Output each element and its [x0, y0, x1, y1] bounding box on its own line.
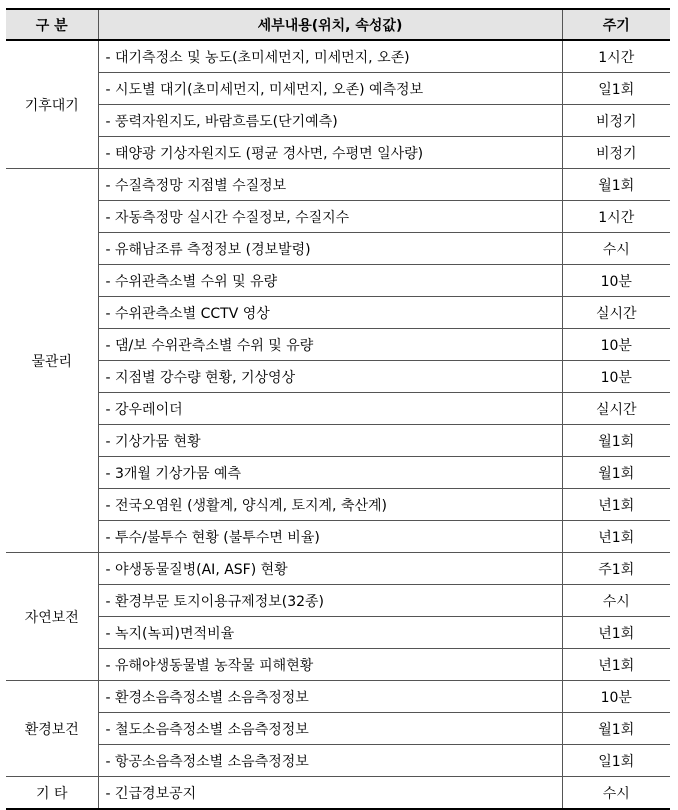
table-row: [6, 393, 670, 425]
table-row: [6, 169, 670, 201]
cycle-cell: 10분: [562, 361, 670, 393]
detail-cell: - 지점별 강수량 현황, 기상영상: [98, 361, 562, 393]
table-row: [6, 585, 670, 617]
cycle-cell: 1시간: [562, 40, 670, 73]
header-detail: 세부내용(위치, 속성값): [98, 9, 562, 40]
detail-cell: - 야생동물질병(AI, ASF) 현황: [98, 553, 562, 585]
detail-cell: - 전국오염원 (생활계, 양식계, 토지계, 축산계): [98, 489, 562, 521]
cycle-cell: 비정기: [562, 105, 670, 137]
detail-cell: - 시도별 대기(초미세먼지, 미세먼지, 오존) 예측정보: [98, 73, 562, 105]
detail-cell: - 강우레이더: [98, 393, 562, 425]
table-row: [6, 137, 670, 169]
cycle-cell: 1시간: [562, 201, 670, 233]
cycle-cell: 월1회: [562, 169, 670, 201]
detail-cell: - 자동측정망 실시간 수질정보, 수질지수: [98, 201, 562, 233]
table-row: [6, 361, 670, 393]
table-row: [6, 681, 670, 713]
table-row: [6, 105, 670, 137]
detail-cell: - 유해야생동물별 농작물 피해현황: [98, 649, 562, 681]
table-row: [6, 649, 670, 681]
detail-cell: - 수질측정망 지점별 수질정보: [98, 169, 562, 201]
detail-cell: - 환경소음측정소별 소음측정정보: [98, 681, 562, 713]
cycle-cell: 실시간: [562, 297, 670, 329]
cycle-cell: 10분: [562, 265, 670, 297]
cycle-cell: 년1회: [562, 489, 670, 521]
table-row: [6, 425, 670, 457]
table-row: [6, 201, 670, 233]
cycle-cell: 일1회: [562, 73, 670, 105]
header-category: 구 분: [6, 9, 98, 40]
data-table: [6, 8, 670, 810]
detail-cell: - 철도소음측정소별 소음측정정보: [98, 713, 562, 745]
category-cell: 기 타: [6, 777, 98, 810]
category-cell: 기후대기: [6, 40, 98, 169]
table-row: [6, 329, 670, 361]
detail-cell: - 대기측정소 및 농도(초미세먼지, 미세먼지, 오존): [98, 40, 562, 73]
table-body: [6, 40, 670, 809]
table-row: [6, 489, 670, 521]
category-cell: 자연보전: [6, 553, 98, 681]
detail-cell: - 태양광 기상자원지도 (평균 경사면, 수평면 일사량): [98, 137, 562, 169]
detail-cell: - 유해남조류 측정정보 (경보발령): [98, 233, 562, 265]
cycle-cell: 10분: [562, 681, 670, 713]
cycle-cell: 실시간: [562, 393, 670, 425]
cycle-cell: 년1회: [562, 617, 670, 649]
cycle-cell: 월1회: [562, 457, 670, 489]
data-table-container: [6, 8, 670, 810]
cycle-cell: 주1회: [562, 553, 670, 585]
table-row: [6, 40, 670, 73]
table-row: [6, 553, 670, 585]
detail-cell: - 수위관측소별 수위 및 유량: [98, 265, 562, 297]
category-cell: 환경보건: [6, 681, 98, 777]
table-row: [6, 73, 670, 105]
table-row: [6, 265, 670, 297]
cycle-cell: 수시: [562, 585, 670, 617]
detail-cell: - 녹지(녹피)면적비율: [98, 617, 562, 649]
cycle-cell: 월1회: [562, 425, 670, 457]
cycle-cell: 월1회: [562, 713, 670, 745]
detail-cell: - 풍력자원지도, 바람흐름도(단기예측): [98, 105, 562, 137]
detail-cell: - 3개월 기상가뭄 예측: [98, 457, 562, 489]
table-row: [6, 233, 670, 265]
detail-cell: - 기상가뭄 현황: [98, 425, 562, 457]
detail-cell: - 댐/보 수위관측소별 수위 및 유량: [98, 329, 562, 361]
cycle-cell: 일1회: [562, 745, 670, 777]
header-row: [6, 9, 670, 40]
detail-cell: - 수위관측소별 CCTV 영상: [98, 297, 562, 329]
detail-cell: - 환경부문 토지이용규제정보(32종): [98, 585, 562, 617]
table-row: [6, 745, 670, 777]
table-row: [6, 713, 670, 745]
detail-cell: - 항공소음측정소별 소음측정정보: [98, 745, 562, 777]
cycle-cell: 년1회: [562, 521, 670, 553]
detail-cell: - 투수/불투수 현황 (불투수면 비율): [98, 521, 562, 553]
table-row: [6, 297, 670, 329]
table-row: [6, 777, 670, 810]
cycle-cell: 비정기: [562, 137, 670, 169]
cycle-cell: 수시: [562, 233, 670, 265]
table-row: [6, 521, 670, 553]
header-cycle: 주기: [562, 9, 670, 40]
table-row: [6, 617, 670, 649]
category-cell: 물관리: [6, 169, 98, 553]
cycle-cell: 수시: [562, 777, 670, 810]
cycle-cell: 년1회: [562, 649, 670, 681]
table-row: [6, 457, 670, 489]
detail-cell: - 긴급경보공지: [98, 777, 562, 810]
cycle-cell: 10분: [562, 329, 670, 361]
